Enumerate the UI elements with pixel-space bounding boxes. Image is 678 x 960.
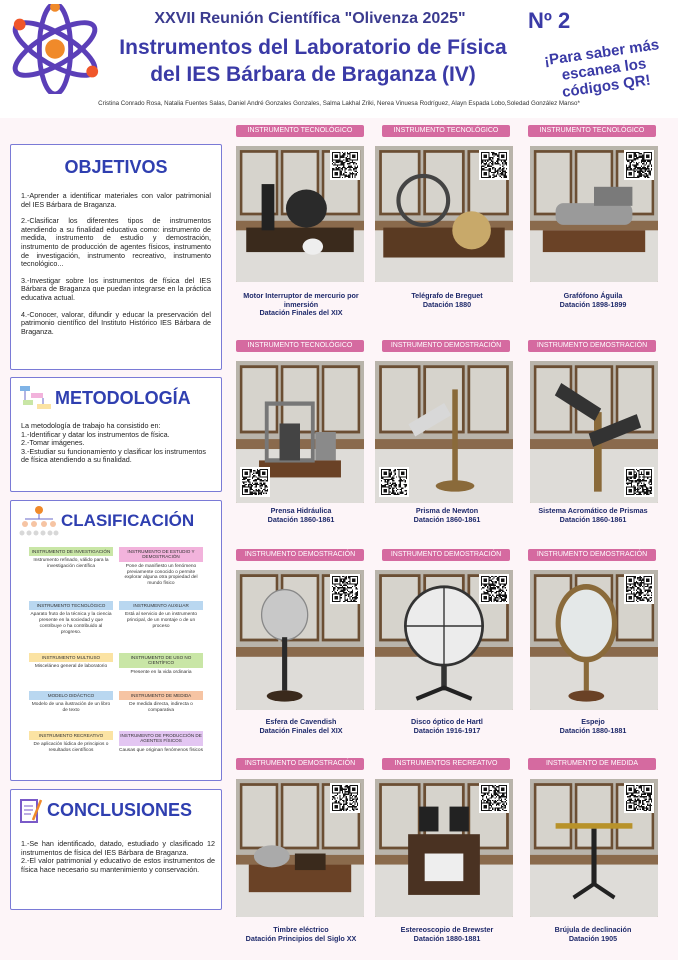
event-title: XXVII Reunión Científica "Olivenza 2025"	[154, 10, 466, 27]
instrument-category-badge: INSTRUMENTO TECNOLÓGICO	[528, 125, 656, 137]
metodologia-text	[21, 422, 215, 465]
classification-description: Pone de manifiesto un fenómeno previamente conocido o permite explorar alguna otra propiedad del mundo físico	[124, 563, 198, 587]
instrument-caption	[374, 718, 520, 735]
instrument-name: Sistema Acromático de Prismas	[538, 506, 648, 515]
classification-description: Causas que originan fenómenos físicos	[119, 747, 203, 753]
metodologia-line: 3.-Estudiar su funcionamiento y clasificar los instrumentos de física atendiendo a su finalidad.	[21, 446, 206, 465]
instrument-caption	[228, 926, 374, 943]
qr-code[interactable]	[330, 783, 360, 813]
qr-code[interactable]	[624, 574, 654, 604]
instrument-category-badge: INSTRUMENTO DE MEDIDA	[528, 758, 656, 770]
instrument-name: Esfera de Cavendish	[265, 717, 337, 726]
conclusiones-panel	[10, 789, 222, 910]
instrument-date: Datación 1880	[422, 299, 472, 309]
instrument-date: Datación 1916-1917	[413, 725, 481, 735]
instrument-name: Prisma de Newton	[415, 506, 479, 515]
classification-box	[29, 691, 113, 716]
flowchart-icon	[19, 384, 53, 412]
classification-box	[119, 731, 203, 756]
qr-code[interactable]	[330, 150, 360, 180]
classification-box	[29, 547, 113, 572]
clasificacion-title: CLASIFICACIÓN	[61, 511, 195, 530]
instrument-date: Datación 1860-1861	[413, 514, 481, 524]
classification-heading: INSTRUMENTO DE USO NO CIENTÍFICO	[119, 653, 203, 668]
instrument-name: Brújula de declinación	[554, 925, 632, 934]
classification-box	[29, 601, 113, 638]
authors-line: Cristina Conrado Rosa, Natalia Fuentes Salas, Daniel André Gonzales Gonzales, Salma Lakhal Zriki, Nerea Vinuesa Rodríguez, Alayn Espada Lobo,Soledad González Manso*	[98, 100, 580, 107]
instrument-caption	[374, 507, 520, 524]
poster-number: Nº 2	[528, 8, 571, 33]
classification-description: De aplicación lúdica de principios o resultados científicos	[33, 742, 109, 754]
conclusiones-text	[21, 840, 215, 874]
conclusion-line: 2.-El valor patrimonial y educativo de estos instrumentos de física hace necesario su mantenimiento y conservación.	[21, 856, 215, 874]
classification-heading: INSTRUMENTO DE ESTUDIO Y DEMOSTRACIÓN	[119, 547, 203, 562]
metodologia-title: METODOLOGÍA	[55, 388, 191, 408]
clasificacion-panel	[10, 500, 222, 781]
instrument-date: Datación Finales del XIX	[259, 308, 343, 318]
instrument-date: Datación Finales del XIX	[259, 725, 343, 735]
instrument-date: Datación 1898-1899	[559, 299, 627, 309]
qr-code[interactable]	[240, 467, 270, 497]
classification-description: Está al servicio de un instrumento principal, de un montaje o de un proceso	[125, 612, 197, 629]
instrument-name: Prensa Hidráulica	[270, 506, 332, 515]
metodologia-panel	[10, 377, 222, 492]
instrument-caption	[520, 292, 666, 309]
instrument-caption	[228, 718, 374, 735]
qr-code[interactable]	[479, 574, 509, 604]
instrument-category-badge: INSTRUMENTO DEMOSTRACIÓN	[236, 549, 364, 561]
classification-description: Presente en la vida ordinaria	[130, 669, 192, 675]
qr-code[interactable]	[624, 783, 654, 813]
instrument-category-badge: INSTRUMENTO DEMOSTRACIÓN	[236, 758, 364, 770]
poster-title-line-1: Instrumentos del Laboratorio de Física	[119, 36, 507, 59]
instrument-category-badge: INSTRUMENTO DEMOSTRACIÓN	[528, 549, 656, 561]
instrument-caption	[520, 926, 666, 943]
instrument-caption	[520, 507, 666, 524]
poster-title	[108, 34, 518, 88]
classification-box	[119, 601, 203, 632]
classification-box	[119, 547, 203, 589]
qr-code[interactable]	[624, 150, 654, 180]
instrument-caption	[520, 718, 666, 735]
qr-code[interactable]	[624, 467, 654, 497]
instrument-name: Telégrafo de Breguet	[411, 291, 483, 300]
instrument-category-badge: INSTRUMENTO TECNOLÓGICO	[382, 125, 510, 137]
instrument-date: Datación Principios del Siglo XX	[245, 933, 357, 943]
instrument-category-badge: INSTRUMENTO TECNOLÓGICO	[236, 340, 364, 352]
instrument-date: Datación 1880-1881	[559, 725, 627, 735]
instrument-caption	[228, 292, 374, 318]
document-pencil-icon	[19, 796, 43, 826]
poster-title-line-2: del IES Bárbara de Braganza (IV)	[150, 63, 476, 86]
instrument-caption	[228, 507, 374, 524]
instrument-name: Disco óptico de Hartl	[411, 717, 483, 726]
classification-description: Modelo de una ilustración de un libro de texto	[31, 702, 111, 714]
instrument-category-badge: INSTRUMENTO DEMOSTRACIÓN	[382, 549, 510, 561]
classification-box	[29, 653, 113, 672]
classification-heading: INSTRUMENTO DE MEDIDA	[119, 691, 203, 700]
classification-heading: INSTRUMENTO TECNOLÓGICO	[29, 601, 113, 610]
metodologia-line: 2.-Tomar imágenes.	[21, 438, 85, 448]
classification-description: Aparato fruto de la técnica y la ciencia presente en la sociedad y que contribuye o ha contribuido al progreso.	[30, 612, 112, 635]
instrument-category-badge: INSTRUMENTO DEMOSTRACIÓN	[528, 340, 656, 352]
instrument-date: Datación 1860-1861	[559, 514, 627, 524]
qr-note: ¡Para saber más escanea los códigos QR!	[543, 36, 661, 101]
qr-code[interactable]	[330, 574, 360, 604]
instrument-date: Datación 1880-1881	[413, 933, 481, 943]
classification-heading: INSTRUMENTO AUXILIAR	[119, 601, 203, 610]
classification-box	[119, 691, 203, 716]
conclusiones-title: CONCLUSIONES	[47, 800, 193, 820]
instrument-name: Timbre eléctrico	[273, 925, 329, 934]
objetivo-item: 3.-Investigar sobre los instrumentos de física del IES Bárbara de Braganza que puedan integrarse en la práctica educativa actual.	[21, 275, 211, 302]
metodologia-line: La metodología de trabajo ha consistido en:	[21, 421, 161, 430]
qr-code[interactable]	[479, 150, 509, 180]
instrument-caption	[374, 926, 520, 943]
classification-box	[119, 653, 203, 678]
instrument-date: Datación 1860-1861	[267, 514, 335, 524]
instrument-name: Espejo	[581, 717, 605, 726]
instrument-category-badge: INSTRUMENTO TECNOLÓGICO	[236, 125, 364, 137]
objetivo-item: 4.-Conocer, valorar, difundir y educar la preservación del patrimonio científico del Instituto Histórico IES Bárbara de Braganza.	[21, 309, 211, 336]
instrument-date: Datación 1905	[568, 933, 618, 943]
classification-heading: MODELO DIDÁCTICO	[29, 691, 113, 700]
classification-heading: INSTRUMENTO DE PRODUCCIÓN DE AGENTES FÍSICOS	[119, 731, 203, 746]
classification-box	[29, 731, 113, 756]
poster-header	[0, 0, 678, 118]
classification-heading: INSTRUMENTO DE INVESTIGACIÓN	[29, 547, 113, 556]
classification-heading: INSTRUMENTO RECREATIVO	[29, 731, 113, 740]
objetivo-item: 1.-Aprender a identificar materiales con valor patrimonial del IES Bárbara de Braganza.	[21, 191, 211, 209]
classification-description: Instrumento refinado, válido para la investigación científica	[33, 558, 109, 570]
classification-description: De medida directa, indirecta o comparativa	[129, 702, 193, 714]
metodologia-line: 1.-Identificar y datar los instrumentos de física.	[21, 429, 170, 439]
objetivos-title: OBJETIVOS	[64, 157, 168, 177]
instrument-caption	[374, 292, 520, 309]
classification-description: Misceláneo general de laboratorio	[34, 664, 108, 670]
instrument-category-badge: INSTRUMENTO DEMOSTRACIÓN	[382, 340, 510, 352]
instrument-name: Grafófono Águila	[563, 291, 623, 300]
conclusion-line: 1.-Se han identificado, datado, estudiado y clasificado 12 instrumentos de física del IES Bárbara de Braganza.	[21, 839, 215, 857]
hierarchy-icon	[19, 505, 59, 539]
objetivos-panel	[10, 144, 222, 370]
instrument-name: Estereoscopio de Brewster	[400, 925, 494, 934]
instrument-name: Motor Interruptor de mercurio por inmersión	[243, 291, 359, 309]
objetivo-item: 2.-Clasificar los diferentes tipos de instrumentos atendiendo a su finalidad educativa como: instrumento de medida, instrumento de estudio y demostración, instrumento de producción de agentes físicos, instrumento de investigación, instrumento recreativo, instrumento tecnológico...	[21, 216, 211, 269]
instrument-category-badge: INSTRUMENTOS RECREATIVO	[382, 758, 510, 770]
classification-heading: INSTRUMENTO MULTIUSO	[29, 653, 113, 662]
qr-code[interactable]	[479, 783, 509, 813]
qr-code[interactable]	[379, 467, 409, 497]
atom-logo-icon	[6, 4, 104, 94]
